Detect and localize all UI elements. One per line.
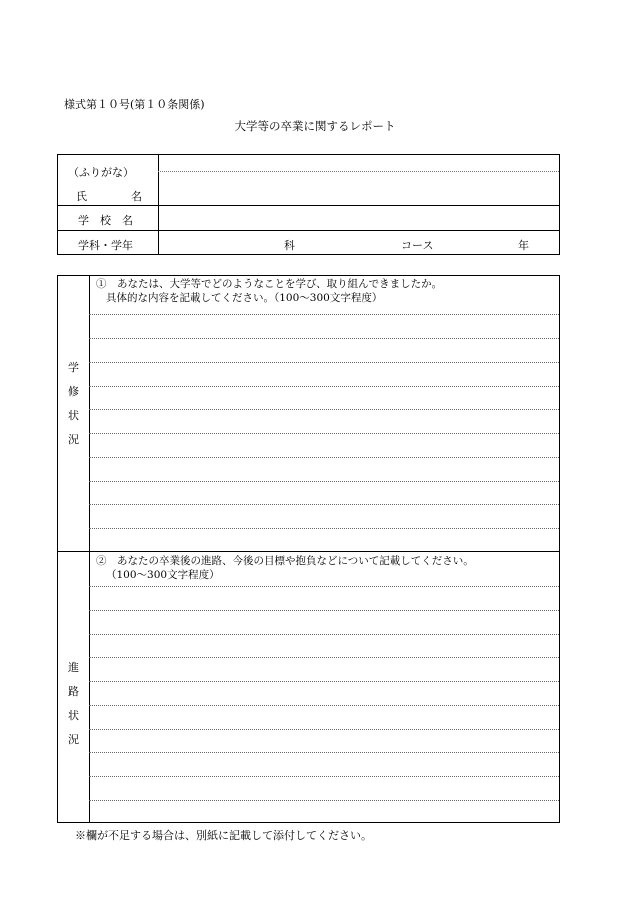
career-section-label-3: 状 (68, 709, 79, 722)
study-section-label-3: 状 (68, 409, 79, 422)
career-answer-area[interactable] (90, 552, 559, 822)
study-section-label-1: 学 (68, 361, 79, 374)
career-prompt-line1: ② あなたの卒業後の進路、今後の目標や抱負などについて記載してください。 (96, 555, 474, 567)
row-divider (58, 205, 559, 206)
name-label-first: 氏 (76, 190, 87, 203)
study-prompt-line1: ① あなたは、大学等でどのようなことを学び、取り組んできましたか。 (96, 278, 443, 290)
school-name-field[interactable] (163, 207, 558, 229)
career-prompt-line2: （100～300文字程度） (106, 569, 220, 581)
report-table (57, 275, 560, 823)
name-label-second: 名 (131, 190, 142, 203)
document-title: 大学等の卒業に関するレポート (234, 119, 396, 133)
furigana-label: （ふりがな） (68, 166, 134, 179)
department-year-label: 学科・学年 (78, 239, 133, 252)
form-number: 様式第１０号(第１０条関係) (64, 98, 205, 111)
study-answer-area[interactable] (90, 276, 559, 550)
row-divider (58, 230, 559, 231)
course-unit: コース (401, 239, 434, 252)
career-section-label-1: 進 (68, 661, 79, 674)
study-prompt-line2: 具体的な内容を記載してください。（100～300文字程度） (106, 292, 383, 304)
year-unit: 年 (518, 239, 529, 252)
footnote: ※欄が不足する場合は、別紙に記載して添付してください。 (75, 829, 372, 842)
student-info-table (57, 154, 560, 255)
department-unit: 科 (284, 239, 295, 252)
study-section-label-2: 修 (68, 385, 79, 398)
study-section-label-4: 況 (68, 433, 79, 446)
career-section-label-2: 路 (68, 685, 79, 698)
furigana-field[interactable] (163, 155, 558, 171)
furigana-divider (158, 171, 559, 172)
school-name-label: 学 校 名 (78, 214, 133, 227)
career-section-label-4: 況 (68, 733, 79, 746)
name-field[interactable] (163, 173, 558, 203)
